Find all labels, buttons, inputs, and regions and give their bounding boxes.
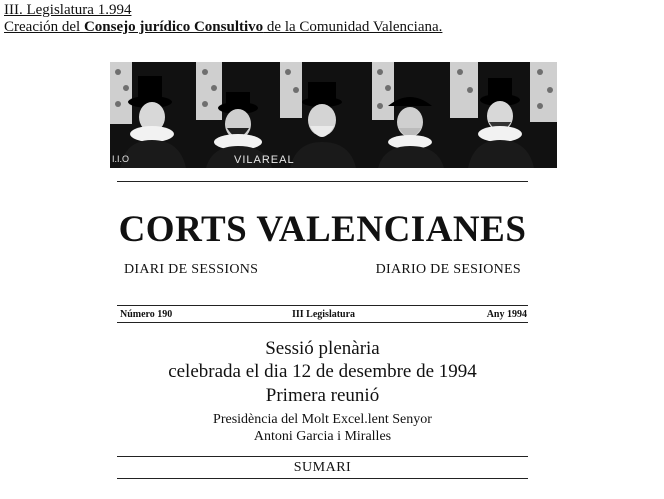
document-header: [4, 2, 442, 36]
portrait-banner-illustration: [110, 62, 557, 168]
header-title-line: [4, 19, 442, 36]
session-presidency: Presidència del Molt Excel.lent Senyor: [213, 412, 432, 427]
divider-top: [117, 181, 528, 182]
session-date: celebrada el dia 12 de desembre de 1994: [168, 361, 477, 382]
divider-summary: [117, 456, 528, 457]
session-president: Antoni Garcia i Miralles: [253, 429, 392, 444]
header-title-prefix: Creación del: [4, 19, 84, 35]
masthead-right-subtitle: DIARIO DE SESIONES: [375, 262, 521, 277]
portrait-banner: [110, 62, 557, 168]
session-meeting: Primera reunió: [265, 385, 380, 406]
divider-issue-top: [117, 305, 528, 306]
summary-heading: SUMARI: [293, 460, 352, 475]
issue-year: Any 1994: [486, 309, 527, 320]
header-title-suffix: de la Comunidad Valenciana.: [263, 19, 443, 35]
issue-legislature: III Legislatura: [292, 309, 356, 320]
banner-caption-left: I.I.O: [112, 154, 130, 164]
banner-caption-name: VILAREAL: [234, 154, 295, 166]
masthead-left-subtitle: DIARI DE SESSIONS: [124, 262, 259, 277]
divider-summary-bottom: [117, 478, 528, 479]
masthead-title: CORTS VALENCIANES: [118, 209, 527, 250]
issue-number: Número 190: [120, 309, 173, 320]
header-title-bold: Consejo jurídico Consultivo: [83, 19, 264, 35]
session-type: Sessió plenària: [265, 338, 380, 359]
header-legislature-line: III. Legislatura 1.994: [4, 2, 132, 18]
divider-issue-bottom: [117, 322, 528, 323]
